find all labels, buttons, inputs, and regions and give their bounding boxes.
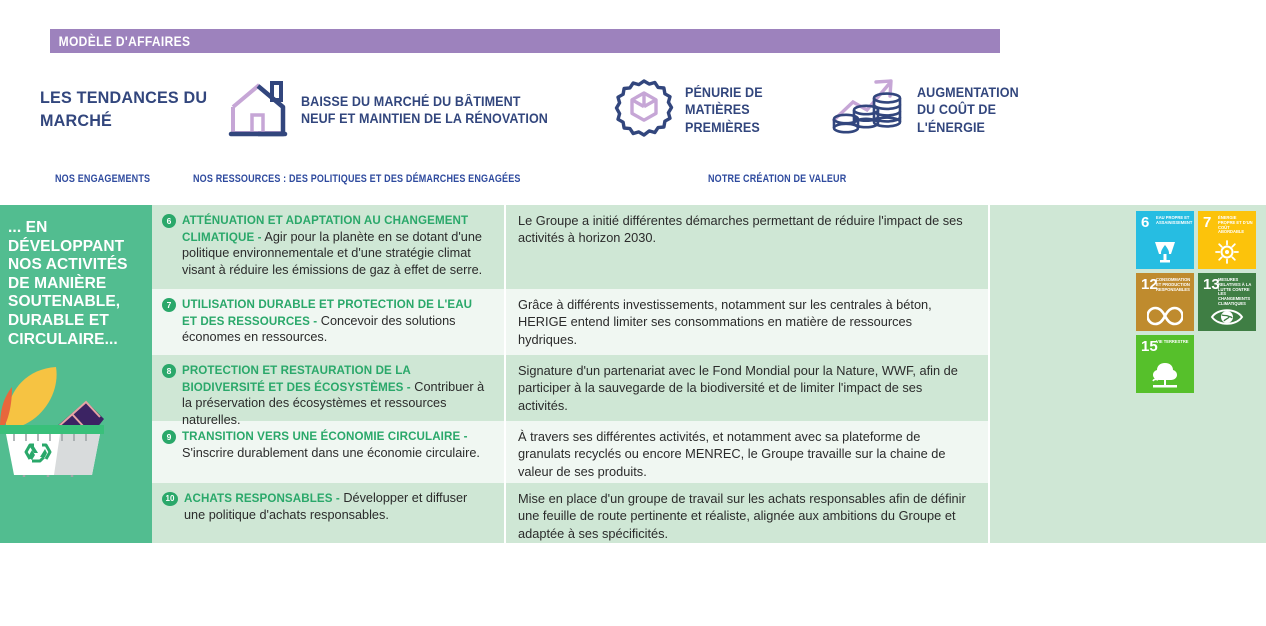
column-headers [0,173,1266,193]
coins-rising-arrow-icon [831,76,907,145]
value-text: Mise en place d'un groupe de travail sur les achats responsables afin de définir une feuille de route pertinente et réaliste, alignée aux ambitions du Groupe et adaptée à ses spécificités. [518,491,966,541]
value-text: Signature d'un partenariat avec le Fond Mondial pour la Nature, WWF, afin de participer à la sauvegarde de la biodiversité et de limiter l'impact de ses activités. [518,363,958,413]
engagement-cell [152,421,504,483]
column-header-ressources: NOS RESSOURCES : DES POLITIQUES ET DES DÉMARCHES ENGAGÉES [193,173,521,185]
table-row [152,421,988,483]
column-header-engagements: NOS ENGAGEMENTS [55,173,151,185]
market-trends-title: LES TENDANCES DU MARCHÉ [40,88,208,130]
section-title: MODÈLE D'AFFAIRES [58,33,191,49]
trend-label-raw-materials: PÉNURIE DE MATIÈRES PREMIÈRES [685,85,764,135]
value-text: Le Groupe a initié différentes démarches permettant de réduire l'impact de ses activités à horizon 2030. [518,213,963,246]
engagement-cell [152,205,504,289]
house-icon [225,77,291,144]
market-trends-row [40,70,1050,150]
sun-icon [1198,232,1256,266]
sdg-tile-6 [1136,211,1194,269]
engagement-text [182,428,490,461]
value-cell [504,205,988,289]
value-cell [504,421,988,483]
engagement-title: PROTECTION ET RESTAURATION DE LA BIODIVERSITÉ ET DES ÉCOSYSTÈMES - [182,364,411,394]
engagement-cell [152,355,504,427]
content-band [0,205,1266,543]
sdg-panel [988,205,1266,543]
column-header-valeur: NOTRE CRÉATION DE VALEUR [708,173,847,185]
trend-item-new-build [225,77,577,144]
sdg-grid [1136,211,1262,393]
engagement-title: TRANSITION VERS UNE ÉCONOMIE CIRCULAIRE - [182,430,468,443]
left-green-panel [0,205,152,543]
trend-item-energy-cost [831,76,1050,145]
value-cell [504,483,988,543]
value-cell [504,355,988,421]
table-row [152,483,988,543]
sdg-number: 7 [1203,214,1212,231]
sdg-tile-12 [1136,273,1194,331]
engagement-cell [152,483,504,543]
engagement-text [182,212,490,279]
eye-earth-icon [1198,294,1256,328]
sdg-name: EAU PROPRE ET ASSAINISSEMENT [1156,215,1193,225]
engagement-body: Concevoir des solutions économes en ressources. [182,313,456,345]
engagement-body: Agir pour la planète en se dotant d'une politique environnementale et d'une stratégie climat visant à réduire les émissions de gaz à effet de serre. [182,229,483,277]
tree-icon [1136,356,1194,390]
engagement-text [184,490,490,523]
sdg-tile-7 [1198,211,1256,269]
water-drop-icon [1136,232,1194,266]
sdg-number: 12 [1141,276,1158,293]
left-panel-heading: ... EN DÉVELOPPANT NOS ACTIVITÉS DE MANIÈRE SOUTENABLE, DURABLE ET CIRCULAIRE... [8,219,128,348]
trend-label-new-build: BAISSE DU MARCHÉ DU BÂTIMENT NEUF ET MAINTIEN DE LA RÉNOVATION [301,93,548,126]
sdg-tile-13 [1198,273,1256,331]
sdg-number-badge: 8 [162,364,176,378]
sdg-number-badge: 7 [162,298,176,312]
value-text: À travers ses différentes activités, et notamment avec sa plateforme de granulats recyclés ou encore MENREC, le Groupe travaille sur la chaine de valeur de ses produits. [518,429,946,479]
gear-cube-icon [613,77,675,144]
engagement-title: ATTÉNUATION ET ADAPTATION AU CHANGEMENT CLIMATIQUE - [182,214,469,244]
engagement-body: S'inscrire durablement dans une économie circulaire. [182,445,480,460]
value-cell [504,289,988,355]
engagement-body: Développer et diffuser une politique d'achats responsables. [184,491,468,522]
sdg-number: 6 [1141,214,1150,231]
sdg-number: 13 [1203,276,1220,293]
engagement-title: UTILISATION DURABLE ET PROTECTION DE L'EAU ET DES RESSOURCES - [182,298,473,328]
table-row [152,355,988,427]
engagement-body: Contribuer à la préservation des écosystèmes et ressources naturelles. [182,379,485,427]
engagement-text [182,296,490,346]
engagement-cell [152,289,504,355]
sdg-tile-15 [1136,335,1194,393]
section-bar [50,29,1000,53]
recycling-bin-icon [0,357,120,482]
trend-item-raw-materials [613,77,803,144]
trend-label-energy-cost: AUGMENTATION DU COÛT DE L'ÉNERGIE [917,85,1019,135]
engagement-title: ACHATS RESPONSABLES - [184,492,340,505]
infinity-icon [1136,294,1194,328]
sdg-name: VIE TERRESTRE [1156,339,1189,344]
engagement-rows [152,205,988,543]
sdg-number: 15 [1141,338,1158,355]
sdg-number-badge: 6 [162,214,176,228]
sdg-number-badge: 10 [162,492,178,506]
table-row [152,205,988,289]
sdg-number-badge: 9 [162,430,176,444]
value-text: Grâce à différents investissements, notamment sur les centrales à béton, HERIGE entend limiter ses consommations en matière de ressources hydriques. [518,297,932,347]
sdg-name: CONSOMMATION ET PRODUCTION RESPONSABLES [1156,277,1191,292]
table-row [152,289,988,355]
sdg-name: MESURES RELATIVES À LA LUTTE CONTRE LES CHANGEMENTS CLIMATIQUES [1218,277,1252,307]
sdg-name: ÉNERGIE PROPRE ET D'UN COÛT ABORDABLE [1218,215,1253,235]
engagement-text [182,362,490,429]
